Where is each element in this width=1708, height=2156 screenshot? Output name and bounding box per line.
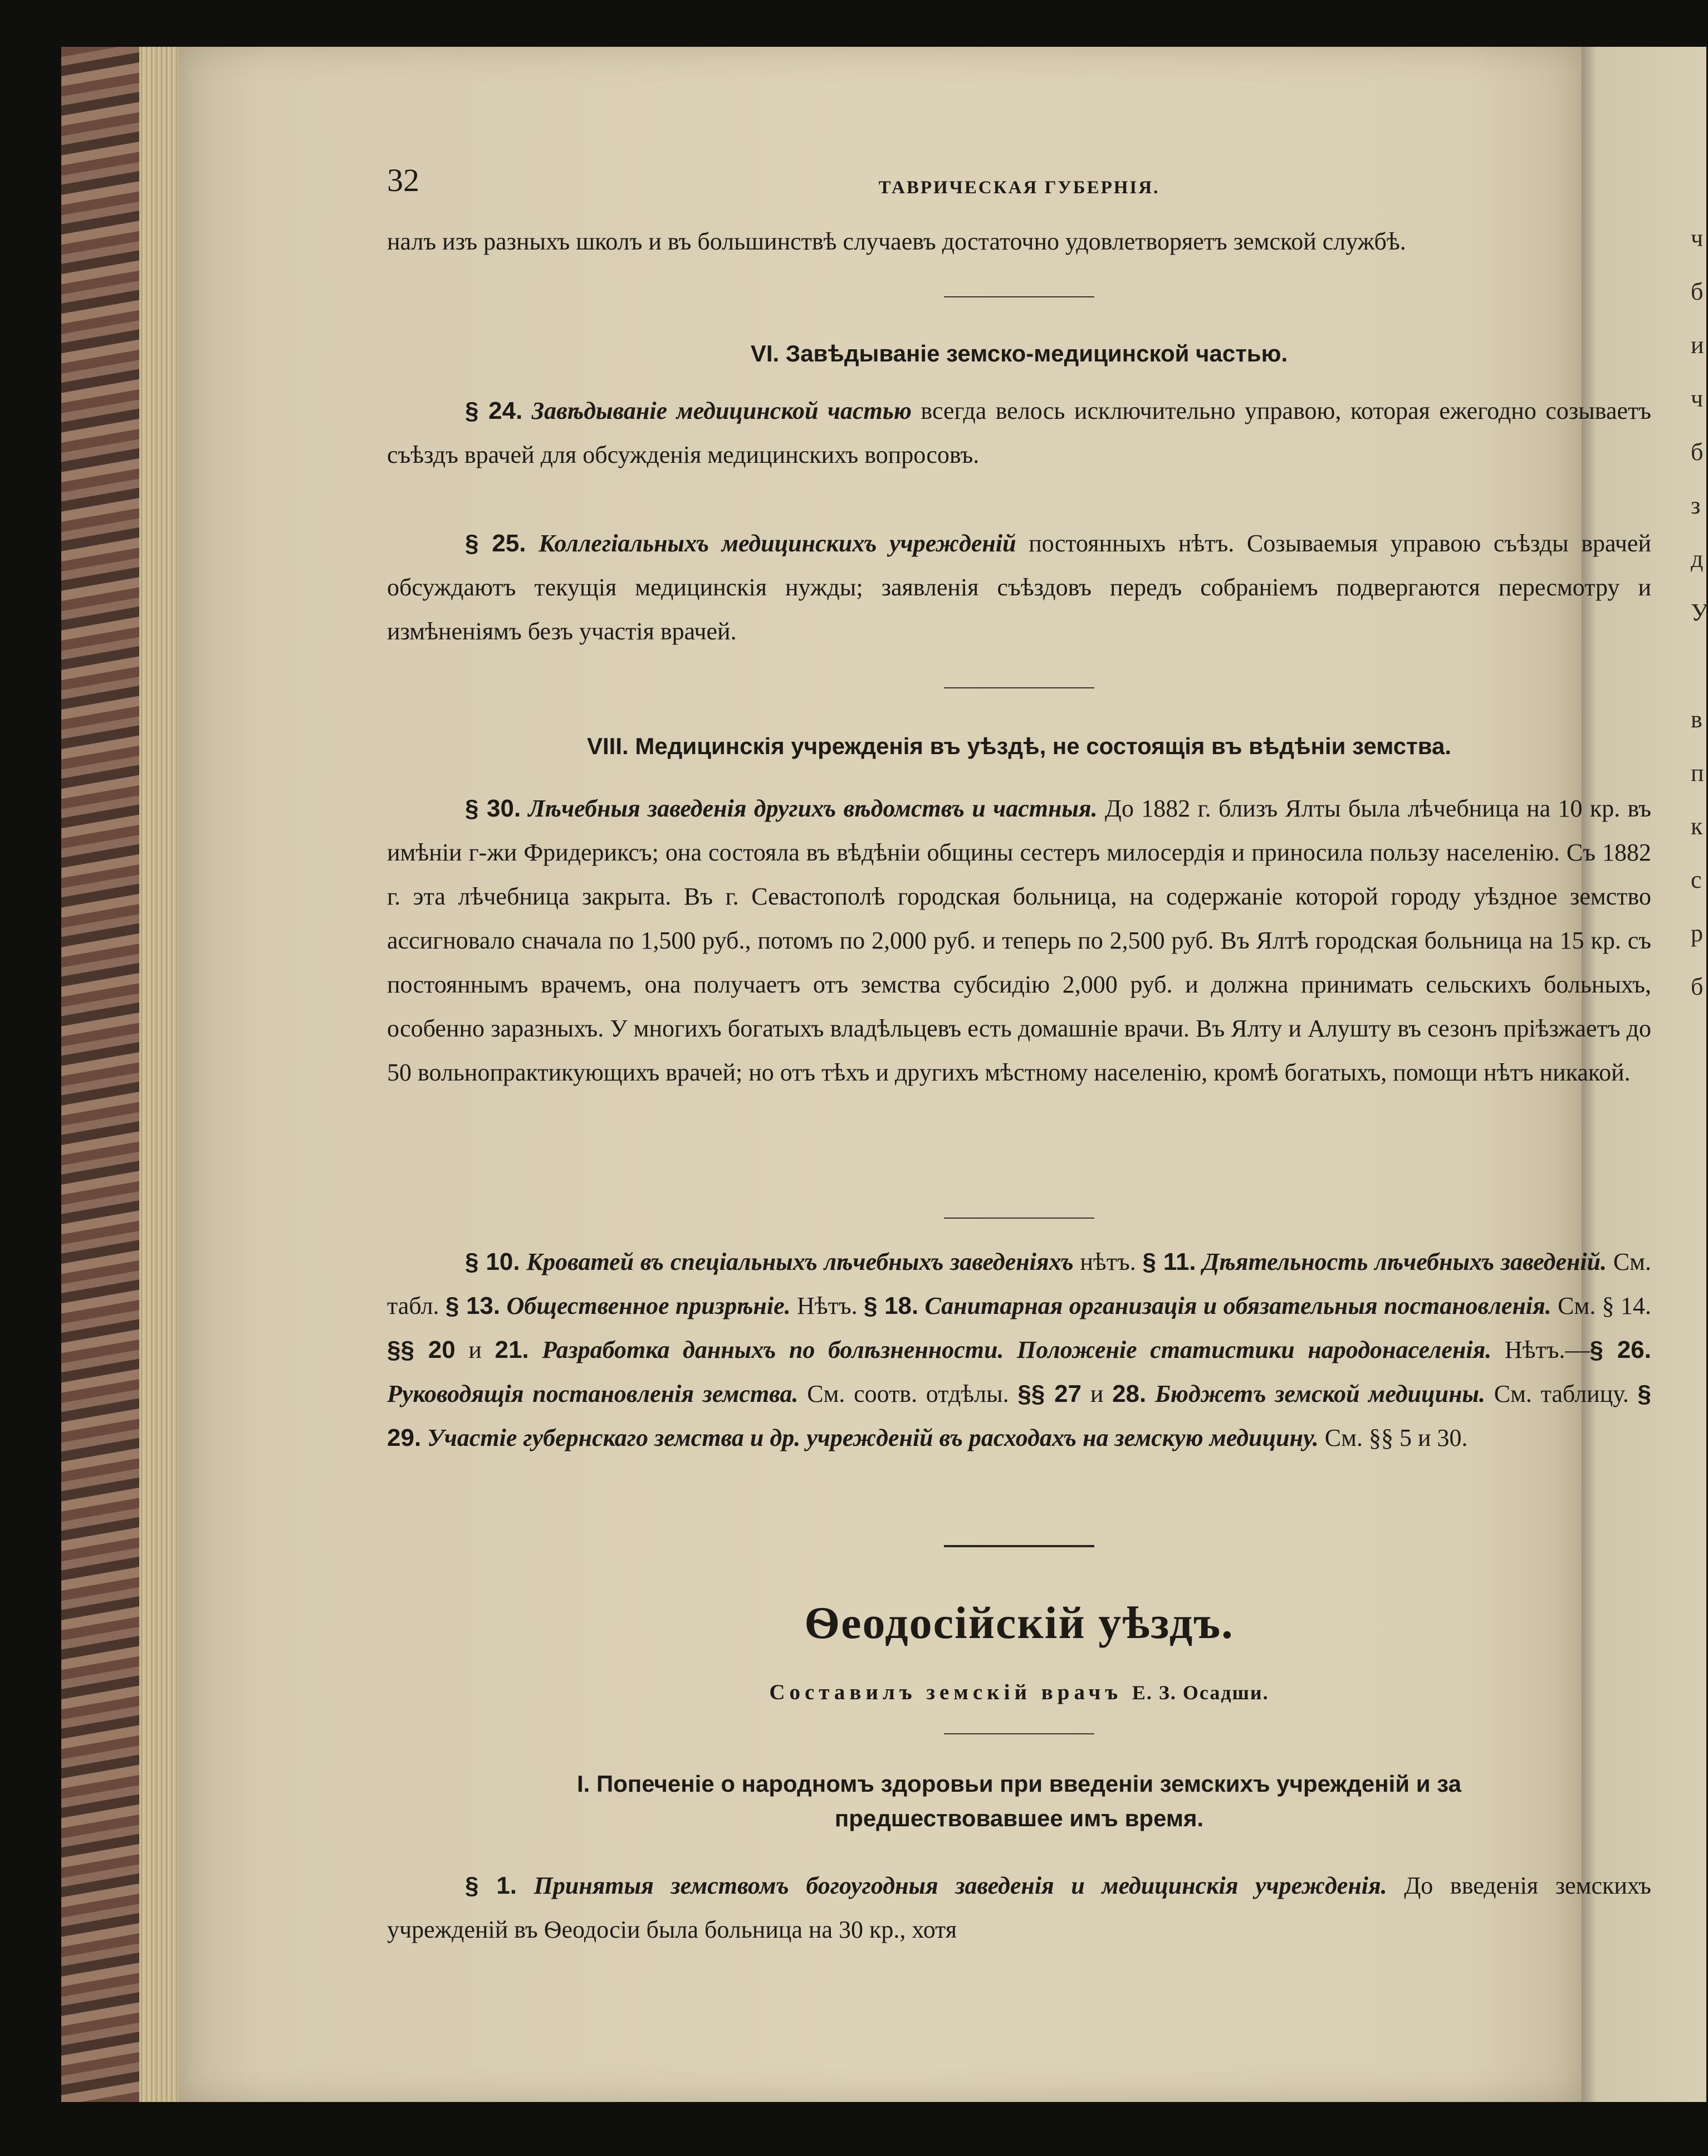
summary-paragraph	[387, 1240, 1651, 1460]
paragraph-title: Дѣятельность лѣчебныхъ заведеній.	[1202, 1248, 1607, 1275]
adjacent-page-letters: ч б и ч б з д У в п к с р б	[1691, 224, 1708, 1000]
paragraph-title: Общественное призрѣніе.	[506, 1292, 791, 1319]
paragraph-text: и	[455, 1336, 495, 1363]
divider	[387, 687, 1651, 688]
page-number: 32	[387, 162, 419, 198]
paragraph-text: и	[1081, 1380, 1113, 1407]
running-head	[387, 158, 1651, 197]
opening-paragraph: налъ изъ разныхъ школъ и въ большинствѣ случаевъ достаточно удовлетворяетъ земской службѣ.	[387, 228, 1406, 255]
paragraph-number: §§ 27	[1017, 1380, 1082, 1407]
paragraph-title: Принятыя земствомъ богоугодныя заведенія и медицинскія учрежденія.	[534, 1872, 1387, 1899]
paragraph-title: Бюджетъ земской медицины.	[1154, 1380, 1486, 1407]
paragraph-text: См. § 14.	[1551, 1292, 1652, 1319]
paragraph-number: § 26.	[1589, 1336, 1651, 1363]
section-i-heading	[387, 1767, 1651, 1836]
paragraph-text: Нѣтъ.	[790, 1292, 864, 1319]
paragraph-text: нѣтъ.	[1073, 1248, 1143, 1275]
paragraph-text: См. таблицу.	[1485, 1380, 1638, 1407]
paragraph-24	[387, 389, 1651, 477]
paragraph-number: § 24.	[465, 397, 523, 424]
section-viii-heading: VIII. Медицинскія учрежденія въ уѣздѣ, не состоящія въ вѣдѣніи земства.	[586, 733, 1451, 759]
paragraph-text: всегда велось исключительно управою, которая ежегодно созываетъ съѣздъ врачей для обсужденія медицинскихъ вопросовъ.	[387, 397, 1651, 468]
paragraph-text: См. §§ 5 и 30.	[1318, 1424, 1468, 1451]
paragraph-1	[387, 1864, 1651, 1952]
paragraph-number: § 18.	[863, 1292, 919, 1319]
paragraph-text: См. табл.	[387, 1248, 1652, 1319]
paragraph-number: 28.	[1112, 1380, 1147, 1407]
book-spine	[61, 47, 141, 2102]
paragraph-number: § 1.	[465, 1872, 517, 1899]
paragraph-text: До введенія земскихъ учрежденій въ Ѳеодосіи была больница на 30 кр., хотя	[387, 1872, 1651, 1943]
paragraph-title: Кроватей въ спеціальныхъ лѣчебныхъ заведеніяхъ	[526, 1248, 1074, 1275]
author-name: Е. З. Осадши.	[1132, 1681, 1269, 1704]
paragraph-title: Разработка данныхъ по болѣзненности. Положеніе статистики народонаселенія.	[542, 1336, 1492, 1363]
paragraph-title: Лѣчебныя заведенія другихъ вѣдомствъ и частныя.	[528, 795, 1098, 822]
paragraph-text: Нѣтъ.—	[1491, 1336, 1590, 1363]
thick-divider	[387, 1545, 1651, 1547]
divider	[387, 1733, 1651, 1734]
paragraph-text: См. соотв. отдѣлы.	[798, 1380, 1018, 1407]
section-vi-heading: VI. Завѣдываніе земско-медицинской частью.	[750, 340, 1288, 366]
author-prefix: Составилъ земскій врачъ	[769, 1680, 1123, 1704]
district-title: Ѳеодосійскій уѣздъ.	[804, 1597, 1234, 1648]
paragraph-30	[387, 786, 1651, 1094]
paragraph-number: § 10.	[465, 1248, 520, 1275]
paragraph-number: § 29.	[387, 1380, 1652, 1451]
paragraph-number: § 13.	[445, 1292, 501, 1319]
paragraph-title: Завѣдываніе медицинской частью	[531, 397, 912, 424]
paragraph-number: §§ 20	[387, 1336, 456, 1363]
divider	[387, 1218, 1651, 1219]
paragraph-number: § 25.	[465, 530, 526, 557]
author-line	[387, 1670, 1651, 1715]
section-i-heading-line1: I. Попеченіе о народномъ здоровьи при введеніи земскихъ учрежденій и за	[577, 1771, 1461, 1797]
section-i-heading-line2: предшествовавшее имъ время.	[834, 1805, 1204, 1831]
page-edges	[139, 47, 178, 2102]
paragraph-title: Санитарная организація и обязательныя постановленія.	[924, 1292, 1552, 1319]
paragraph-25	[387, 521, 1651, 653]
paragraph-title: Участіе губернскаго земства и др. учрежденій въ расходахъ на земскую медицину.	[427, 1424, 1319, 1451]
divider	[387, 296, 1651, 297]
paragraph-number: § 30.	[465, 795, 521, 822]
book-page	[178, 47, 1652, 2102]
paragraph-title: Руководящія постановленія земства.	[387, 1380, 799, 1407]
paragraph-number: § 11.	[1142, 1248, 1196, 1275]
paragraph-text: До 1882 г. близъ Ялты была лѣчебница на 10 кр. въ имѣніи г-жи Фридериксъ; она состояла въ вѣдѣніи общины сестеръ милосердія и приносила пользу населенію. Съ 1882 г. эта лѣчебница закрыта. Въ г. Севастополѣ городская больница, на содержаніе которой городу уѣздное земство ассигновало сначала по 1,500 руб., потомъ по 2,000 руб. и теперь по 2,500 руб. Въ Ялтѣ городская больница на 15 кр. съ постояннымъ врачемъ, она получаетъ отъ земства субсидію 2,000 руб. и должна принимать сельскихъ больныхъ, особенно заразныхъ. У многихъ богатыхъ владѣльцевъ есть домашніе врачи. Въ Ялту и Алушту въ сезонъ пріѣзжаетъ до 50 вольнопрактикующихъ врачей; но отъ тѣхъ и другихъ мѣстному населенію, кромѣ богатыхъ, помощи нѣтъ никакой.	[387, 795, 1651, 1086]
paragraph-title: Коллегіальныхъ медицинскихъ учрежденій	[539, 530, 1016, 557]
running-title: ТАВРИЧЕСКАЯ ГУБЕРНІЯ.	[878, 178, 1160, 198]
paragraph-text: постоянныхъ нѣтъ. Созываемыя управою съѣзды врачей обсуждаютъ текущія медицинскія нужды; заявленія съѣздовъ передъ собраніемъ подвергаются пересмотру и измѣненіямъ безъ участія врачей.	[387, 530, 1651, 645]
paragraph-number: 21.	[495, 1336, 529, 1363]
